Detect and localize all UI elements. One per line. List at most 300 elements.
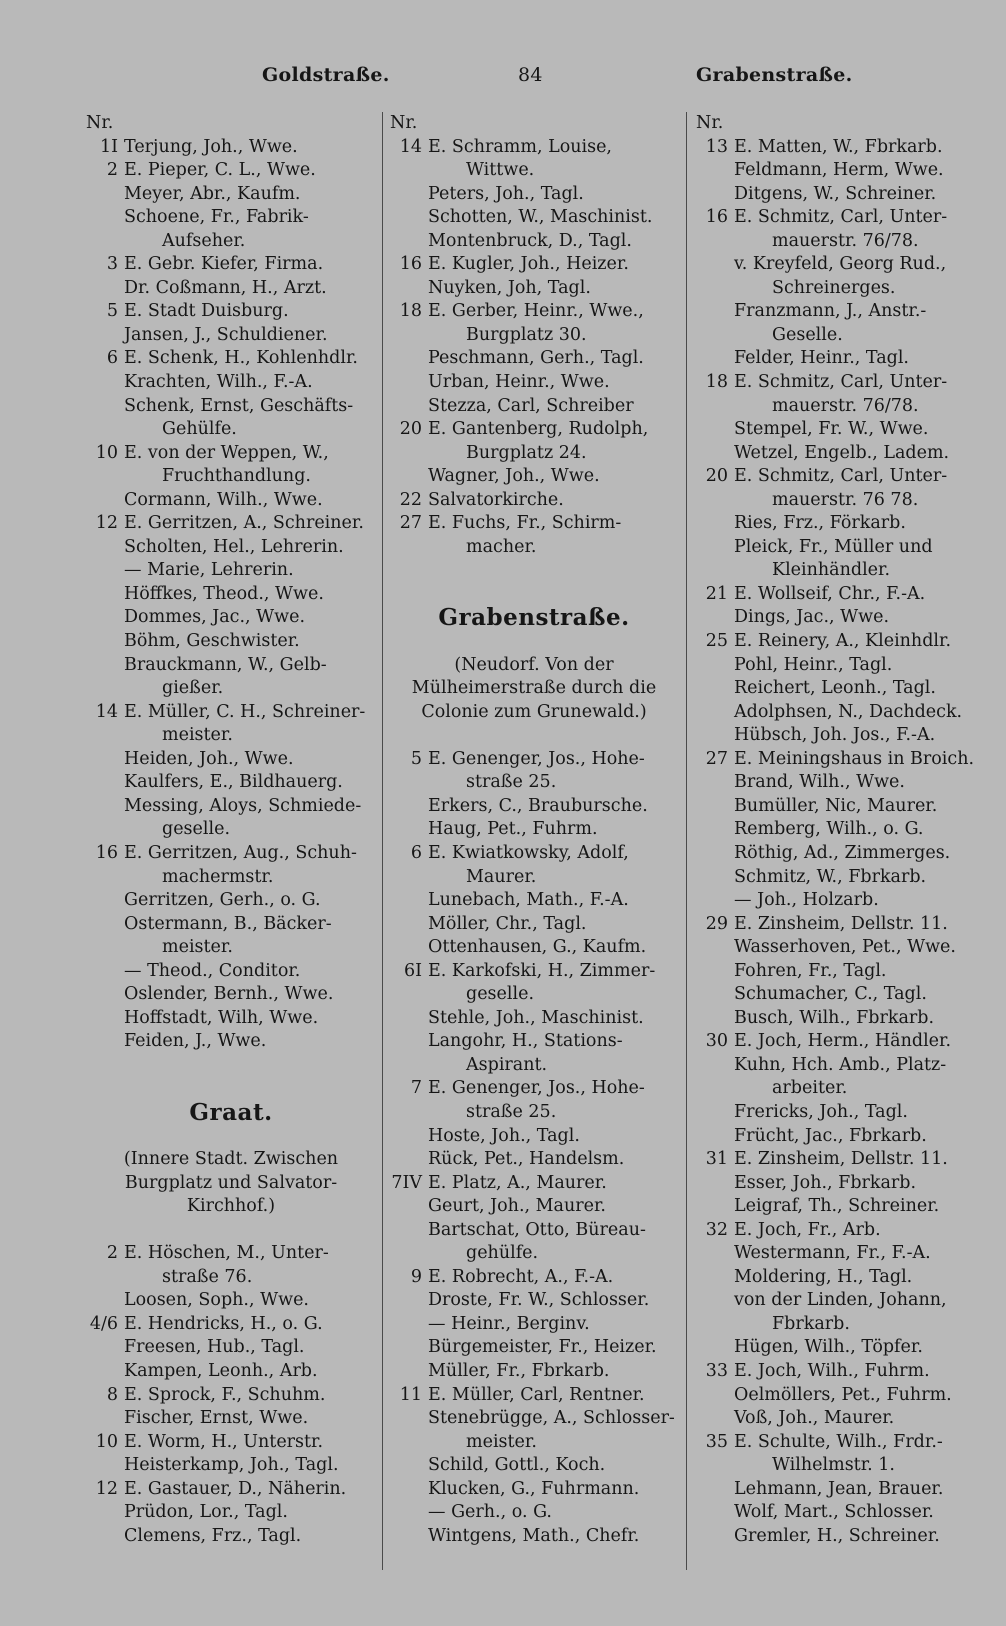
entry-text: Prüdon, Lor., Tagl. bbox=[124, 1502, 288, 1523]
directory-entry bbox=[86, 654, 376, 678]
house-number: 8 bbox=[106, 1384, 118, 1405]
directory-entry bbox=[390, 206, 678, 230]
directory-entry bbox=[390, 889, 678, 913]
house-number bbox=[390, 771, 428, 795]
house-number bbox=[390, 1054, 428, 1078]
entries bbox=[86, 1242, 376, 1548]
entry-text: Hoste, Joh., Tagl. bbox=[428, 1125, 580, 1146]
entry-text: Ditgens, W., Schreiner. bbox=[734, 183, 937, 204]
directory-entry bbox=[390, 1054, 678, 1078]
entry-text: E. Schmitz, Carl, Unter- bbox=[734, 372, 948, 393]
entry-text: E. Sprock, F., Schuhm. bbox=[124, 1384, 326, 1405]
house-number bbox=[696, 724, 734, 748]
directory-entry bbox=[86, 1501, 376, 1525]
entry-text: geselle. bbox=[466, 984, 535, 1005]
house-number bbox=[86, 936, 124, 960]
entry-text: Meyer, Abr., Kaufm. bbox=[124, 183, 301, 204]
directory-entry bbox=[390, 1242, 678, 1266]
directory-entry bbox=[696, 1431, 986, 1455]
house-number bbox=[696, 512, 734, 536]
directory-entry bbox=[696, 253, 986, 277]
directory-entry bbox=[390, 253, 678, 277]
directory-entry bbox=[390, 1525, 678, 1549]
entry-text: gehülfe. bbox=[466, 1243, 539, 1264]
directory-entry bbox=[390, 324, 678, 348]
directory-entry bbox=[696, 1313, 986, 1337]
directory-entry bbox=[390, 1313, 678, 1337]
entry-text: geselle. bbox=[162, 819, 231, 840]
directory-entry bbox=[390, 1360, 678, 1384]
directory-entry bbox=[86, 724, 376, 748]
directory-entry bbox=[86, 1266, 376, 1290]
entry-text: E. Joch, Wilh., Fuhrm. bbox=[734, 1360, 930, 1381]
directory-entry bbox=[696, 677, 986, 701]
directory-entry bbox=[696, 1242, 986, 1266]
section-note: (Neudorf. Von der Mülheimerstraße durch die Colonie zum Grunewald.) bbox=[411, 654, 657, 722]
house-number bbox=[696, 1478, 734, 1502]
house-number bbox=[696, 889, 734, 913]
house-number: 29 bbox=[705, 913, 728, 934]
directory-entry bbox=[696, 795, 986, 819]
nr-heading: Nr. bbox=[390, 113, 418, 133]
house-number: 4/6 bbox=[89, 1313, 118, 1334]
house-number bbox=[696, 677, 734, 701]
directory-entry bbox=[390, 748, 678, 772]
entry-text: Bumüller, Nic, Maurer. bbox=[734, 795, 938, 816]
directory-entry bbox=[696, 842, 986, 866]
directory-entry bbox=[86, 1289, 376, 1313]
house-number bbox=[696, 1007, 734, 1031]
directory-entry bbox=[696, 371, 986, 395]
house-number: 1I bbox=[99, 136, 118, 157]
entry-text: Brauckmann, W., Gelb- bbox=[124, 654, 327, 675]
directory-entry bbox=[696, 324, 986, 348]
directory-entry bbox=[390, 465, 678, 489]
entries bbox=[86, 136, 376, 1054]
entry-text: Jansen, J., Schuldiener. bbox=[124, 324, 328, 345]
entry-text: Moldering, H., Tagl. bbox=[734, 1266, 913, 1287]
column-divider bbox=[382, 112, 383, 1570]
entry-text: Bürgemeister, Fr., Heizer. bbox=[428, 1337, 657, 1358]
directory-entry bbox=[390, 347, 678, 371]
directory-entry bbox=[86, 136, 376, 160]
house-number: 18 bbox=[399, 301, 422, 322]
entry-text: Franzmann, J., Anstr.- bbox=[734, 301, 927, 322]
house-number bbox=[390, 1525, 428, 1549]
entry-text: E. Schramm, Louise, bbox=[428, 136, 612, 157]
house-number bbox=[696, 1101, 734, 1125]
entry-text: Scholten, Hel., Lehrerin. bbox=[124, 536, 344, 557]
directory-entry bbox=[696, 136, 986, 160]
entry-text: Kuhn, Hch. Amb., Platz- bbox=[734, 1054, 947, 1075]
entry-text: Burgplatz 30. bbox=[466, 324, 587, 345]
directory-entry bbox=[86, 1242, 376, 1266]
entry-text: Esser, Joh., Fbrkarb. bbox=[734, 1172, 917, 1193]
house-number bbox=[390, 1289, 428, 1313]
entry-text: E. Wollseif, Chr., F.-A. bbox=[734, 583, 926, 604]
directory-entry bbox=[696, 536, 986, 560]
house-number bbox=[86, 818, 124, 842]
directory-entry bbox=[86, 913, 376, 937]
house-number bbox=[696, 347, 734, 371]
directory-entry bbox=[696, 1077, 986, 1101]
directory-entry bbox=[86, 748, 376, 772]
house-number bbox=[696, 936, 734, 960]
entry-text: mauerstr. 76 78. bbox=[772, 489, 919, 510]
house-number bbox=[390, 1219, 428, 1243]
directory-entry bbox=[390, 795, 678, 819]
entry-text: — Marie, Lehrerin. bbox=[124, 560, 294, 581]
directory-entry bbox=[696, 913, 986, 937]
house-number bbox=[696, 277, 734, 301]
house-number bbox=[86, 1454, 124, 1478]
directory-entry bbox=[390, 395, 678, 419]
entry-text: Gerritzen, Gerh., o. G. bbox=[124, 890, 321, 911]
directory-entry bbox=[390, 489, 678, 513]
directory-entry bbox=[86, 1030, 376, 1054]
column-1 bbox=[86, 112, 376, 1548]
entry-text: Ries, Frz., Förkarb. bbox=[734, 513, 906, 534]
house-number bbox=[86, 677, 124, 701]
house-number bbox=[86, 1501, 124, 1525]
directory-entry bbox=[696, 230, 986, 254]
entry-text: E. Müller, C. H., Schreiner- bbox=[124, 701, 366, 722]
house-number bbox=[86, 183, 124, 207]
house-number bbox=[390, 866, 428, 890]
entry-text: Remberg, Wilh., o. G. bbox=[734, 819, 924, 840]
entry-text: Schoene, Fr., Fabrik- bbox=[124, 207, 309, 228]
directory-entry bbox=[86, 536, 376, 560]
directory-entry bbox=[86, 701, 376, 725]
directory-entry bbox=[390, 913, 678, 937]
house-number bbox=[86, 583, 124, 607]
house-number bbox=[696, 983, 734, 1007]
house-number: 30 bbox=[705, 1031, 728, 1052]
directory-entry bbox=[696, 442, 986, 466]
entry-text: E. Schenk, H., Kohlenhdlr. bbox=[124, 348, 358, 369]
entry-text: Krachten, Wilh., F.-A. bbox=[124, 372, 313, 393]
entry-text: Frücht, Jac., Fbrkarb. bbox=[734, 1125, 927, 1146]
entry-text: Schreinerges. bbox=[772, 277, 896, 298]
entry-text: Hoffstadt, Wilh, Wwe. bbox=[124, 1007, 319, 1028]
directory-entry bbox=[86, 230, 376, 254]
entry-text: E. von der Weppen, W., bbox=[124, 442, 329, 463]
house-number: 5 bbox=[410, 748, 422, 769]
directory-entry bbox=[696, 1195, 986, 1219]
house-number: 21 bbox=[705, 583, 728, 604]
directory-entry bbox=[86, 677, 376, 701]
house-number bbox=[390, 206, 428, 230]
directory-entry bbox=[390, 136, 678, 160]
entry-text: E. Gebr. Kiefer, Firma. bbox=[124, 254, 324, 275]
house-number: 18 bbox=[705, 372, 728, 393]
entry-text: Langohr, H., Stations- bbox=[428, 1031, 623, 1052]
entry-text: Messing, Aloys, Schmiede- bbox=[124, 795, 362, 816]
entry-text: mauerstr. 76/78. bbox=[772, 230, 919, 251]
entry-text: straße 25. bbox=[466, 772, 557, 793]
directory-entry bbox=[86, 1007, 376, 1031]
directory-entry bbox=[696, 889, 986, 913]
entry-text: Bartschat, Otto, Büreau- bbox=[428, 1219, 646, 1240]
entry-text: E. Kugler, Joh., Heizer. bbox=[428, 254, 629, 275]
entry-text: straße 25. bbox=[466, 1101, 557, 1122]
house-number bbox=[390, 395, 428, 419]
house-number bbox=[696, 1266, 734, 1290]
house-number bbox=[696, 866, 734, 890]
directory-entry bbox=[390, 1030, 678, 1054]
directory-entry bbox=[86, 324, 376, 348]
directory-entry bbox=[86, 1407, 376, 1431]
house-number bbox=[390, 442, 428, 466]
house-number bbox=[86, 1030, 124, 1054]
house-number bbox=[696, 395, 734, 419]
directory-entry bbox=[696, 465, 986, 489]
column-3 bbox=[696, 112, 986, 1548]
directory-entry bbox=[696, 630, 986, 654]
entry-text: Haug, Pet., Fuhrm. bbox=[428, 819, 598, 840]
entry-text: E. Kwiatkowsky, Adolf, bbox=[428, 842, 629, 863]
directory-entry bbox=[86, 159, 376, 183]
directory-entry bbox=[696, 1172, 986, 1196]
house-number: 3 bbox=[106, 254, 118, 275]
house-number: 25 bbox=[705, 631, 728, 652]
house-number bbox=[390, 465, 428, 489]
directory-entry bbox=[390, 1219, 678, 1243]
entry-text: Geurt, Joh., Maurer. bbox=[428, 1196, 606, 1217]
house-number bbox=[86, 418, 124, 442]
entry-text: Terjung, Joh., Wwe. bbox=[124, 136, 298, 157]
directory-entry bbox=[696, 1030, 986, 1054]
house-number bbox=[696, 159, 734, 183]
directory-entry bbox=[696, 183, 986, 207]
nr-heading: Nr. bbox=[696, 113, 724, 133]
house-number: 6 bbox=[410, 842, 422, 863]
house-number bbox=[390, 913, 428, 937]
entry-text: E. Fuchs, Fr., Schirm- bbox=[428, 513, 622, 534]
directory-entry bbox=[86, 583, 376, 607]
entry-text: Kaulfers, E., Bildhauerg. bbox=[124, 772, 343, 793]
house-number bbox=[390, 1478, 428, 1502]
directory-entry bbox=[390, 983, 678, 1007]
entry-text: Urban, Heinr., Wwe. bbox=[428, 372, 610, 393]
entry-text: Stenebrügge, A., Schlosser- bbox=[428, 1408, 675, 1429]
house-number: 13 bbox=[705, 136, 728, 157]
house-number bbox=[390, 1101, 428, 1125]
entry-text: Peters, Joh., Tagl. bbox=[428, 183, 584, 204]
directory-entry bbox=[390, 1431, 678, 1455]
house-number bbox=[696, 1384, 734, 1408]
directory-entry bbox=[86, 183, 376, 207]
directory-entry bbox=[390, 1454, 678, 1478]
entry-text: Gremler, H., Schreiner. bbox=[734, 1525, 940, 1546]
directory-entry bbox=[390, 159, 678, 183]
directory-entry bbox=[390, 277, 678, 301]
house-number bbox=[696, 536, 734, 560]
house-number bbox=[696, 1525, 734, 1549]
house-number bbox=[696, 701, 734, 725]
house-number: 20 bbox=[705, 466, 728, 487]
directory-entry bbox=[390, 1077, 678, 1101]
house-number bbox=[390, 1148, 428, 1172]
house-number bbox=[696, 1454, 734, 1478]
house-number bbox=[86, 1007, 124, 1031]
entry-text: gießer. bbox=[162, 678, 224, 699]
entry-text: Schild, Gottl., Koch. bbox=[428, 1455, 606, 1476]
entry-text: E. Schulte, Wilh., Frdr.- bbox=[734, 1431, 943, 1452]
directory-entry bbox=[696, 748, 986, 772]
nr-heading: Nr. bbox=[86, 113, 114, 133]
house-number: 12 bbox=[95, 1478, 118, 1499]
house-number bbox=[86, 489, 124, 513]
entry-text: — Theod., Conditor. bbox=[124, 960, 301, 981]
directory-entry bbox=[696, 1007, 986, 1031]
directory-entry bbox=[390, 1125, 678, 1149]
house-number bbox=[390, 1454, 428, 1478]
directory-entry bbox=[390, 842, 678, 866]
house-number bbox=[696, 1172, 734, 1196]
directory-entry bbox=[86, 559, 376, 583]
directory-entry bbox=[696, 771, 986, 795]
house-number: 5 bbox=[106, 301, 118, 322]
house-number bbox=[86, 771, 124, 795]
entries bbox=[390, 136, 678, 560]
column-divider bbox=[686, 112, 687, 1570]
house-number bbox=[696, 1501, 734, 1525]
entry-text: E. Müller, Carl, Rentner. bbox=[428, 1384, 645, 1405]
house-number bbox=[86, 913, 124, 937]
directory-entry bbox=[696, 1478, 986, 1502]
house-number bbox=[86, 866, 124, 890]
entry-text: Pleick, Fr., Müller und bbox=[734, 536, 933, 557]
directory-entry bbox=[86, 818, 376, 842]
directory-entry bbox=[696, 1266, 986, 1290]
entry-text: Oelmöllers, Pet., Fuhrm. bbox=[734, 1384, 952, 1405]
directory-entry bbox=[86, 983, 376, 1007]
entry-text: Frericks, Joh., Tagl. bbox=[734, 1101, 908, 1122]
directory-entry bbox=[86, 771, 376, 795]
entry-text: Brand, Wilh., Wwe. bbox=[734, 772, 905, 793]
directory-entry bbox=[696, 159, 986, 183]
house-number bbox=[390, 1336, 428, 1360]
house-number bbox=[696, 418, 734, 442]
house-number: 9 bbox=[410, 1266, 422, 1287]
entry-text: Böhm, Geschwister. bbox=[124, 631, 300, 652]
entry-text: Wolf, Mart., Schlosser. bbox=[734, 1502, 934, 1523]
entry-text: Stezza, Carl, Schreiber bbox=[428, 395, 634, 416]
house-number bbox=[696, 795, 734, 819]
house-number bbox=[86, 277, 124, 301]
entry-text: Stehle, Joh., Maschinist. bbox=[428, 1007, 644, 1028]
entry-text: Geselle. bbox=[772, 324, 843, 345]
house-number bbox=[696, 654, 734, 678]
directory-entry bbox=[86, 936, 376, 960]
directory-entry bbox=[86, 866, 376, 890]
entry-text: E. Reinery, A., Kleinhdlr. bbox=[734, 631, 952, 652]
directory-entry bbox=[696, 1219, 986, 1243]
house-number: 14 bbox=[95, 701, 118, 722]
header-right-street: Grabenstraße. bbox=[696, 64, 853, 86]
entry-text: E. Platz, A., Maurer. bbox=[428, 1172, 607, 1193]
house-number: 14 bbox=[399, 136, 422, 157]
house-number bbox=[696, 442, 734, 466]
house-number bbox=[86, 1407, 124, 1431]
header-left-street: Goldstraße. bbox=[262, 64, 390, 86]
entry-text: Fbrkarb. bbox=[772, 1313, 850, 1334]
house-number: 11 bbox=[399, 1384, 422, 1405]
entry-text: Reichert, Leonh., Tagl. bbox=[734, 678, 936, 699]
entry-text: Voß, Joh., Maurer. bbox=[734, 1408, 895, 1429]
directory-entry bbox=[696, 583, 986, 607]
house-number bbox=[696, 183, 734, 207]
entry-text: E. Gerber, Heinr., Wwe., bbox=[428, 301, 644, 322]
directory-entry bbox=[696, 347, 986, 371]
directory-entry bbox=[696, 960, 986, 984]
directory-entry bbox=[86, 489, 376, 513]
directory-entry bbox=[696, 936, 986, 960]
entry-text: — Gerh., o. G. bbox=[428, 1502, 552, 1523]
directory-entry bbox=[696, 654, 986, 678]
directory-entry bbox=[390, 866, 678, 890]
entry-text: Schenk, Ernst, Geschäfts- bbox=[124, 395, 354, 416]
entry-text: Burgplatz 24. bbox=[466, 442, 587, 463]
entry-text: Wilhelmstr. 1. bbox=[772, 1455, 895, 1476]
directory-entry bbox=[696, 300, 986, 324]
entry-text: meister. bbox=[466, 1431, 537, 1452]
house-number bbox=[390, 277, 428, 301]
house-number: 10 bbox=[95, 1431, 118, 1452]
entry-text: straße 76. bbox=[162, 1266, 253, 1287]
directory-entry bbox=[86, 206, 376, 230]
house-number bbox=[696, 1054, 734, 1078]
entry-text: Fischer, Ernst, Wwe. bbox=[124, 1408, 309, 1429]
house-number bbox=[86, 1266, 124, 1290]
house-number: 32 bbox=[705, 1219, 728, 1240]
house-number bbox=[390, 1195, 428, 1219]
entry-text: Adolphsen, N., Dachdeck. bbox=[734, 701, 963, 722]
entry-text: Dr. Coßmann, H., Arzt. bbox=[124, 277, 327, 298]
house-number: 6I bbox=[403, 960, 422, 981]
house-number bbox=[696, 489, 734, 513]
house-number bbox=[86, 889, 124, 913]
house-number bbox=[390, 1360, 428, 1384]
entry-text: — Joh., Holzarb. bbox=[734, 890, 879, 911]
entry-text: Lunebach, Math., F.-A. bbox=[428, 890, 629, 911]
entry-text: E. Höschen, M., Unter- bbox=[124, 1243, 329, 1264]
entry-text: Röthig, Ad., Zimmerges. bbox=[734, 842, 951, 863]
directory-entry bbox=[86, 253, 376, 277]
entry-text: E. Schmitz, Carl, Unter- bbox=[734, 466, 948, 487]
directory-entry bbox=[696, 1289, 986, 1313]
house-number bbox=[390, 183, 428, 207]
house-number bbox=[390, 1007, 428, 1031]
entry-text: Aspirant. bbox=[466, 1054, 548, 1075]
house-number: 2 bbox=[106, 160, 118, 181]
directory-entry bbox=[86, 795, 376, 819]
directory-entry bbox=[696, 489, 986, 513]
entry-text: Wintgens, Math., Chefr. bbox=[428, 1525, 640, 1546]
entry-text: E. Joch, Herm., Händler. bbox=[734, 1031, 952, 1052]
directory-entry bbox=[86, 465, 376, 489]
entry-text: Salvatorkirche. bbox=[428, 489, 564, 510]
house-number bbox=[86, 1336, 124, 1360]
house-number: 16 bbox=[95, 842, 118, 863]
directory-entry bbox=[696, 1454, 986, 1478]
entries bbox=[390, 748, 678, 1549]
entry-text: Wagner, Joh., Wwe. bbox=[428, 466, 600, 487]
directory-entry bbox=[696, 1501, 986, 1525]
directory-entry bbox=[86, 1336, 376, 1360]
house-number bbox=[86, 395, 124, 419]
